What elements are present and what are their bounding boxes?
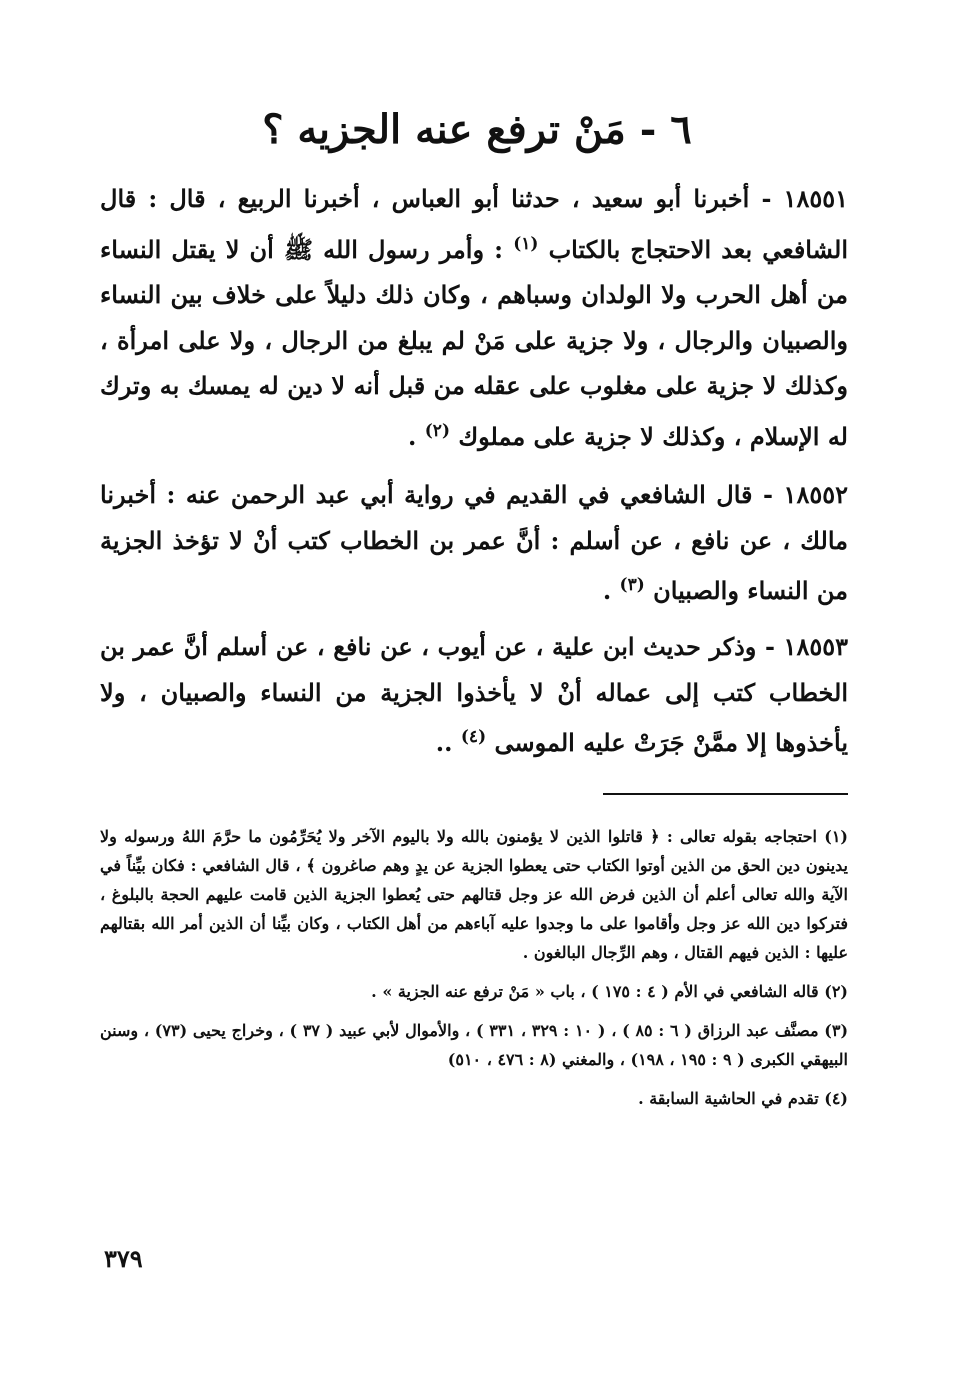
footnote-ref[interactable]: (١) (513, 233, 539, 254)
footnote-2: (٢) قاله الشافعي في الأم ( ٤ : ١٧٥ ) ، باب « مَنْ ترفع عنه الجزية » . (371, 982, 848, 1001)
paragraph-text: ١٨٥٥١ - أخبرنا أبو سعيد ، حدثنا أبو العباس ، أخبرنا الربيع ، قال : قال الشافعي بعد الاحتجاج بالكتاب (100, 184, 849, 264)
chapter-title: ٦ - مَنْ ترفع عنه الجزيه ؟ (262, 106, 692, 153)
footnote-1: (١) احتجاجه بقوله تعالى : ﴿ قاتلوا الذين لا يؤمنون بالله ولا باليوم الآخر ولا يُحَرِّمُون ما حرَّمَ اللهُ ورسوله ولا يدينون دين الحق من الذين أوتوا الكتاب حتى يعطوا الجزية عن يدٍ وهم صاغرون ﴾ ، قال الشافعي : فكان بيِّناً في الآية والله تعالى أعلم أن الذين فرض الله عز وجل قتالهم حتى يُعطوا الجزية الذين قامت عليهم الحجة بالبلوغ ، فتركوا دين الله عز وجل وأقاموا على ما وجدوا عليه آباءهم من أهل الكتاب ، وكان بيِّنا أن الذين أمر الله بقتالهم عليها : الذين فيهم القتال ، وهم الرِّجال البالغون . (100, 827, 848, 962)
paragraph-text: ١٨٥٥٣ - وذكر حديث ابن علية ، عن أيوب ، عن نافع ، عن أسلم أنَّ عمر بن الخطاب كتب إلى عماله أنْ لا يأخذوا الجزية من النساء والصبيان ، ولا يأخذوها إلا ممَّنْ جَرَتْ عليه الموسى (100, 632, 848, 758)
paragraph-18553 (100, 624, 848, 766)
paragraph-18551 (100, 176, 848, 460)
footnote-3: (٣) مصنَّف عبد الرزاق ( ٦ : ٨٥ ) ، ( ١٠ : ٣٢٩ ، ٣٣١ ) ، والأموال لأبي عبيد ( ٣٧ ) ، وخراج يحيى (٧٣) ، وسنن البيهقي الكبرى ( ٩ : ١٩٥ ، ١٩٨) ، والمغني (٨ : ٤٧٦ ، ٥١٠) (100, 1021, 849, 1069)
footnote-ref[interactable]: (٢) (424, 420, 450, 441)
paragraph-text: : وأمر رسول الله ﷺ أن لا يقتل النساء من أهل الحرب ولا الولدان وسباهم ، وكان ذلك دليلاً على خلاف بين النساء والصبيان والرجال ، ولا جزية على مَنْ لم يبلغ من الرجال ، ولا على امرأة ، وكذلك لا جزية على مغلوب على عقله من قبل أنه لا دين له يمسك به وترك له الإسلام ، وكذلك لا جزية على مملوك (100, 234, 848, 451)
footnote-4: (٤) تقدم في الحاشية السابقة . (638, 1089, 848, 1108)
footnote-ref[interactable]: (٤) (460, 727, 487, 748)
paragraph-text: . (408, 421, 417, 451)
paragraph-text: .. (435, 728, 453, 758)
page-number: ٣٧٩ (104, 1244, 143, 1273)
footnote-divider (603, 793, 848, 795)
paragraph-text: . (602, 576, 612, 606)
paragraph-18552 (100, 472, 848, 614)
footnote-ref[interactable]: (٣) (619, 575, 645, 596)
paragraph-text: ١٨٥٥٢ - قال الشافعي في القديم في رواية أبي عبد الرحمن عنه : أخبرنا مالك ، عن نافع ، عن أسلم : أنَّ عمر بن الخطاب كتب أنْ لا تؤخذ الجزية من النساء والصبيان (100, 480, 848, 606)
footnotes (100, 822, 848, 1123)
